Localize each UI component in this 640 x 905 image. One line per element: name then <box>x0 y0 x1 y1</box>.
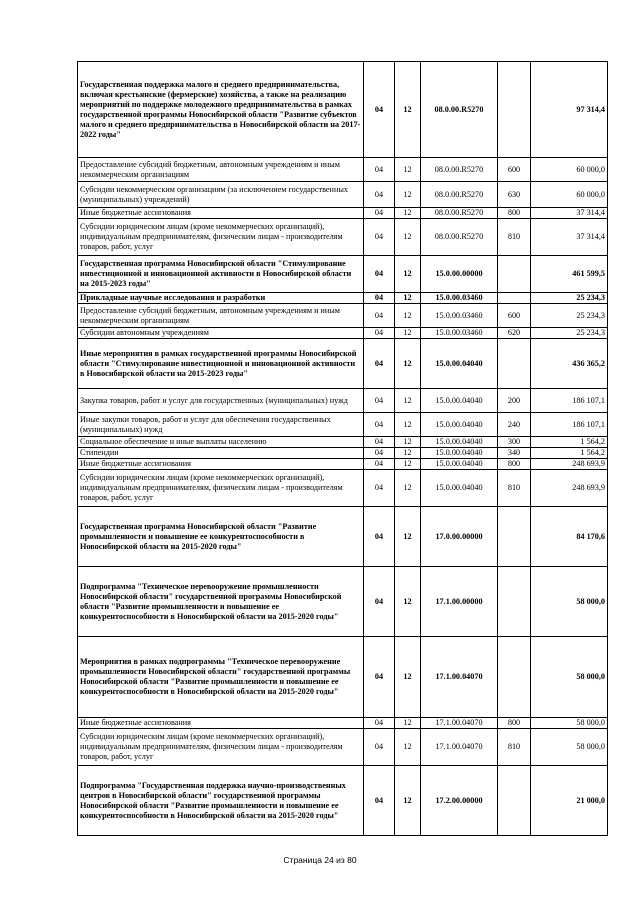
row-target-article-code: 15.0.00.03460 <box>421 304 498 328</box>
row-amount: 97 314,4 <box>531 62 608 158</box>
row-name: Мероприятия в рамках подпрограммы "Техническое перевооружение промышленности Новосибирской области" государственной программы Новосибирской области "Развитие промышленности и повышение ее конкурентоспособности в Новосибирской области на 2015-2020 годы" <box>78 637 364 718</box>
row-expense-type-code <box>498 62 531 158</box>
row-subsection-code: 12 <box>395 766 421 836</box>
row-amount: 60 000,0 <box>531 182 608 208</box>
row-section-code: 04 <box>364 459 395 470</box>
row-target-article-code: 17.2.00.00000 <box>421 766 498 836</box>
row-name: Иные бюджетные ассигнования <box>78 459 364 470</box>
table-row <box>78 328 608 339</box>
row-amount: 37 314,4 <box>531 219 608 256</box>
row-subsection-code: 12 <box>395 470 421 507</box>
row-section-code: 04 <box>364 182 395 208</box>
table-row <box>78 219 608 256</box>
row-subsection-code: 12 <box>395 637 421 718</box>
row-name: Иные закупки товаров, работ и услуг для обеспечения государственных (муниципальных) нужд <box>78 413 364 437</box>
row-amount: 58 000,0 <box>531 729 608 766</box>
row-amount: 60 000,0 <box>531 158 608 182</box>
row-subsection-code: 12 <box>395 219 421 256</box>
row-target-article-code: 08.0.00.R5270 <box>421 158 498 182</box>
row-name: Прикладные научные исследования и разработки <box>78 293 364 304</box>
table-row <box>78 339 608 389</box>
row-section-code: 04 <box>364 448 395 459</box>
row-section-code: 04 <box>364 304 395 328</box>
row-target-article-code: 08.0.00.R5270 <box>421 208 498 219</box>
row-expense-type-code <box>498 507 531 567</box>
row-expense-type-code: 340 <box>498 448 531 459</box>
row-name: Государственная программа Новосибирской области "Стимулирование инвестиционной и инновационной активности в Новосибирской области на 2015-2023 годы" <box>78 256 364 293</box>
row-amount: 186 107,1 <box>531 413 608 437</box>
row-section-code: 04 <box>364 637 395 718</box>
table-row <box>78 208 608 219</box>
row-target-article-code: 15.0.00.04040 <box>421 448 498 459</box>
row-subsection-code: 12 <box>395 507 421 567</box>
row-name: Подпрограмма "Государственная поддержка научно-производственных центров в Новосибирской области" государственной программы Новосибирской области "Развитие промышленности и повышение ее конкурентоспособности в Новосибирской области на 2015-2020 годы" <box>78 766 364 836</box>
table-row <box>78 637 608 718</box>
row-subsection-code: 12 <box>395 567 421 637</box>
row-name: Субсидии юридическим лицам (кроме некоммерческих организаций), индивидуальным предпринимателям, физическим лицам - производителям товаров, работ, услуг <box>78 470 364 507</box>
row-target-article-code: 15.0.00.03460 <box>421 293 498 304</box>
row-amount: 58 000,0 <box>531 567 608 637</box>
row-section-code: 04 <box>364 718 395 729</box>
table-row <box>78 448 608 459</box>
row-name: Закупка товаров, работ и услуг для государственных (муниципальных) нужд <box>78 389 364 413</box>
row-amount: 248 693,9 <box>531 459 608 470</box>
row-subsection-code: 12 <box>395 448 421 459</box>
row-subsection-code: 12 <box>395 182 421 208</box>
row-target-article-code: 17.1.00.04070 <box>421 729 498 766</box>
row-section-code: 04 <box>364 208 395 219</box>
row-section-code: 04 <box>364 389 395 413</box>
row-expense-type-code: 810 <box>498 219 531 256</box>
row-expense-type-code: 300 <box>498 437 531 448</box>
row-expense-type-code: 810 <box>498 729 531 766</box>
row-target-article-code: 15.0.00.04040 <box>421 339 498 389</box>
page-footer: Страница 24 из 80 <box>283 855 357 865</box>
table-row <box>78 567 608 637</box>
row-expense-type-code: 600 <box>498 304 531 328</box>
row-name: Иные мероприятия в рамках государственной программы Новосибирской области "Стимулирование инвестиционной и инновационной активности в Новосибирской области на 2015-2023 годы" <box>78 339 364 389</box>
row-target-article-code: 15.0.00.04040 <box>421 437 498 448</box>
row-expense-type-code: 800 <box>498 718 531 729</box>
row-subsection-code: 12 <box>395 459 421 470</box>
row-section-code: 04 <box>364 507 395 567</box>
row-target-article-code: 15.0.00.00000 <box>421 256 498 293</box>
row-target-article-code: 08.0.00.R5270 <box>421 182 498 208</box>
row-name: Субсидии юридическим лицам (кроме некоммерческих организаций), индивидуальным предпринимателям, физическим лицам - производителям товаров, работ, услуг <box>78 219 364 256</box>
row-target-article-code: 17.1.00.04070 <box>421 718 498 729</box>
table-row <box>78 413 608 437</box>
row-name: Подпрограмма "Техническое перевооружение промышленности Новосибирской области" государственной программы Новосибирской области "Развитие промышленности и повышение ее конкурентоспособности в Новосибирской области на 2015-2020 годы" <box>78 567 364 637</box>
row-amount: 186 107,1 <box>531 389 608 413</box>
row-amount: 248 693,9 <box>531 470 608 507</box>
table-row <box>78 182 608 208</box>
row-subsection-code: 12 <box>395 304 421 328</box>
row-section-code: 04 <box>364 62 395 158</box>
table-row <box>78 158 608 182</box>
row-target-article-code: 15.0.00.04040 <box>421 470 498 507</box>
row-target-article-code: 15.0.00.04040 <box>421 413 498 437</box>
row-expense-type-code: 240 <box>498 413 531 437</box>
row-target-article-code: 17.0.00.00000 <box>421 507 498 567</box>
row-name: Предоставление субсидий бюджетным, автономным учреждениям и иным некоммерческим организациям <box>78 304 364 328</box>
table-row <box>78 507 608 567</box>
row-subsection-code: 12 <box>395 293 421 304</box>
row-amount: 461 599,5 <box>531 256 608 293</box>
table-row <box>78 389 608 413</box>
row-amount: 1 564,2 <box>531 437 608 448</box>
row-expense-type-code: 200 <box>498 389 531 413</box>
row-expense-type-code: 800 <box>498 208 531 219</box>
row-subsection-code: 12 <box>395 339 421 389</box>
row-subsection-code: 12 <box>395 256 421 293</box>
budget-table-body <box>78 62 608 836</box>
row-subsection-code: 12 <box>395 62 421 158</box>
row-name: Субсидии автономным учреждениям <box>78 328 364 339</box>
row-expense-type-code <box>498 567 531 637</box>
table-row <box>78 729 608 766</box>
row-target-article-code: 17.1.00.04070 <box>421 637 498 718</box>
row-name: Социальное обеспечение и иные выплаты населению <box>78 437 364 448</box>
row-target-article-code: 08.0.00.R5270 <box>421 219 498 256</box>
row-name: Государственная программа Новосибирской области "Развитие промышленности и повышение ее конкурентоспособности в Новосибирской области на 2015-2020 годы" <box>78 507 364 567</box>
row-expense-type-code: 810 <box>498 470 531 507</box>
row-amount: 25 234,3 <box>531 293 608 304</box>
row-name: Иные бюджетные ассигнования <box>78 208 364 219</box>
row-subsection-code: 12 <box>395 718 421 729</box>
row-target-article-code: 15.0.00.03460 <box>421 328 498 339</box>
row-subsection-code: 12 <box>395 413 421 437</box>
row-section-code: 04 <box>364 413 395 437</box>
row-section-code: 04 <box>364 470 395 507</box>
row-expense-type-code: 630 <box>498 182 531 208</box>
row-subsection-code: 12 <box>395 437 421 448</box>
row-amount: 58 000,0 <box>531 637 608 718</box>
row-expense-type-code: 620 <box>498 328 531 339</box>
row-expense-type-code: 800 <box>498 459 531 470</box>
table-row <box>78 437 608 448</box>
row-expense-type-code <box>498 256 531 293</box>
row-amount: 436 365,2 <box>531 339 608 389</box>
row-subsection-code: 12 <box>395 729 421 766</box>
row-amount: 1 564,2 <box>531 448 608 459</box>
row-target-article-code: 15.0.00.04040 <box>421 459 498 470</box>
row-amount: 25 234,3 <box>531 328 608 339</box>
row-section-code: 04 <box>364 219 395 256</box>
row-section-code: 04 <box>364 293 395 304</box>
table-row <box>78 304 608 328</box>
row-section-code: 04 <box>364 766 395 836</box>
row-subsection-code: 12 <box>395 158 421 182</box>
row-target-article-code: 17.1.00.00000 <box>421 567 498 637</box>
row-section-code: 04 <box>364 729 395 766</box>
row-section-code: 04 <box>364 256 395 293</box>
row-section-code: 04 <box>364 328 395 339</box>
table-row <box>78 256 608 293</box>
row-subsection-code: 12 <box>395 389 421 413</box>
row-amount: 58 000,0 <box>531 718 608 729</box>
row-expense-type-code <box>498 766 531 836</box>
row-expense-type-code: 600 <box>498 158 531 182</box>
row-name: Субсидии юридическим лицам (кроме некоммерческих организаций), индивидуальным предпринимателям, физическим лицам - производителям товаров, работ, услуг <box>78 729 364 766</box>
row-subsection-code: 12 <box>395 328 421 339</box>
row-name: Государственная поддержка малого и среднего предпринимательства, включая крестьянские (фермерские) хозяйства, а также на реализацию мероприятий по поддержке молодежного предпринимательства в рамках государственной программы Новосибирской области "Развитие субъектов малого и среднего предпринимательства в Новосибирской области на 2017-2022 годы" <box>78 62 364 158</box>
row-subsection-code: 12 <box>395 208 421 219</box>
table-row <box>78 766 608 836</box>
row-amount: 84 170,6 <box>531 507 608 567</box>
row-expense-type-code <box>498 339 531 389</box>
row-section-code: 04 <box>364 567 395 637</box>
table-row <box>78 718 608 729</box>
row-expense-type-code <box>498 637 531 718</box>
row-section-code: 04 <box>364 339 395 389</box>
row-name: Предоставление субсидий бюджетным, автономным учреждениям и иным некоммерческим организациям <box>78 158 364 182</box>
row-amount: 21 000,0 <box>531 766 608 836</box>
table-row <box>78 459 608 470</box>
row-section-code: 04 <box>364 158 395 182</box>
row-expense-type-code <box>498 293 531 304</box>
row-target-article-code: 08.0.00.R5270 <box>421 62 498 158</box>
budget-table <box>77 61 608 836</box>
row-amount: 25 234,3 <box>531 304 608 328</box>
row-name: Субсидии некоммерческим организациям (за исключением государственных (муниципальных) учреждений) <box>78 182 364 208</box>
row-name: Иные бюджетные ассигнования <box>78 718 364 729</box>
table-row <box>78 470 608 507</box>
table-row <box>78 62 608 158</box>
table-row <box>78 293 608 304</box>
row-target-article-code: 15.0.00.04040 <box>421 389 498 413</box>
row-amount: 37 314,4 <box>531 208 608 219</box>
row-name: Стипендии <box>78 448 364 459</box>
row-section-code: 04 <box>364 437 395 448</box>
